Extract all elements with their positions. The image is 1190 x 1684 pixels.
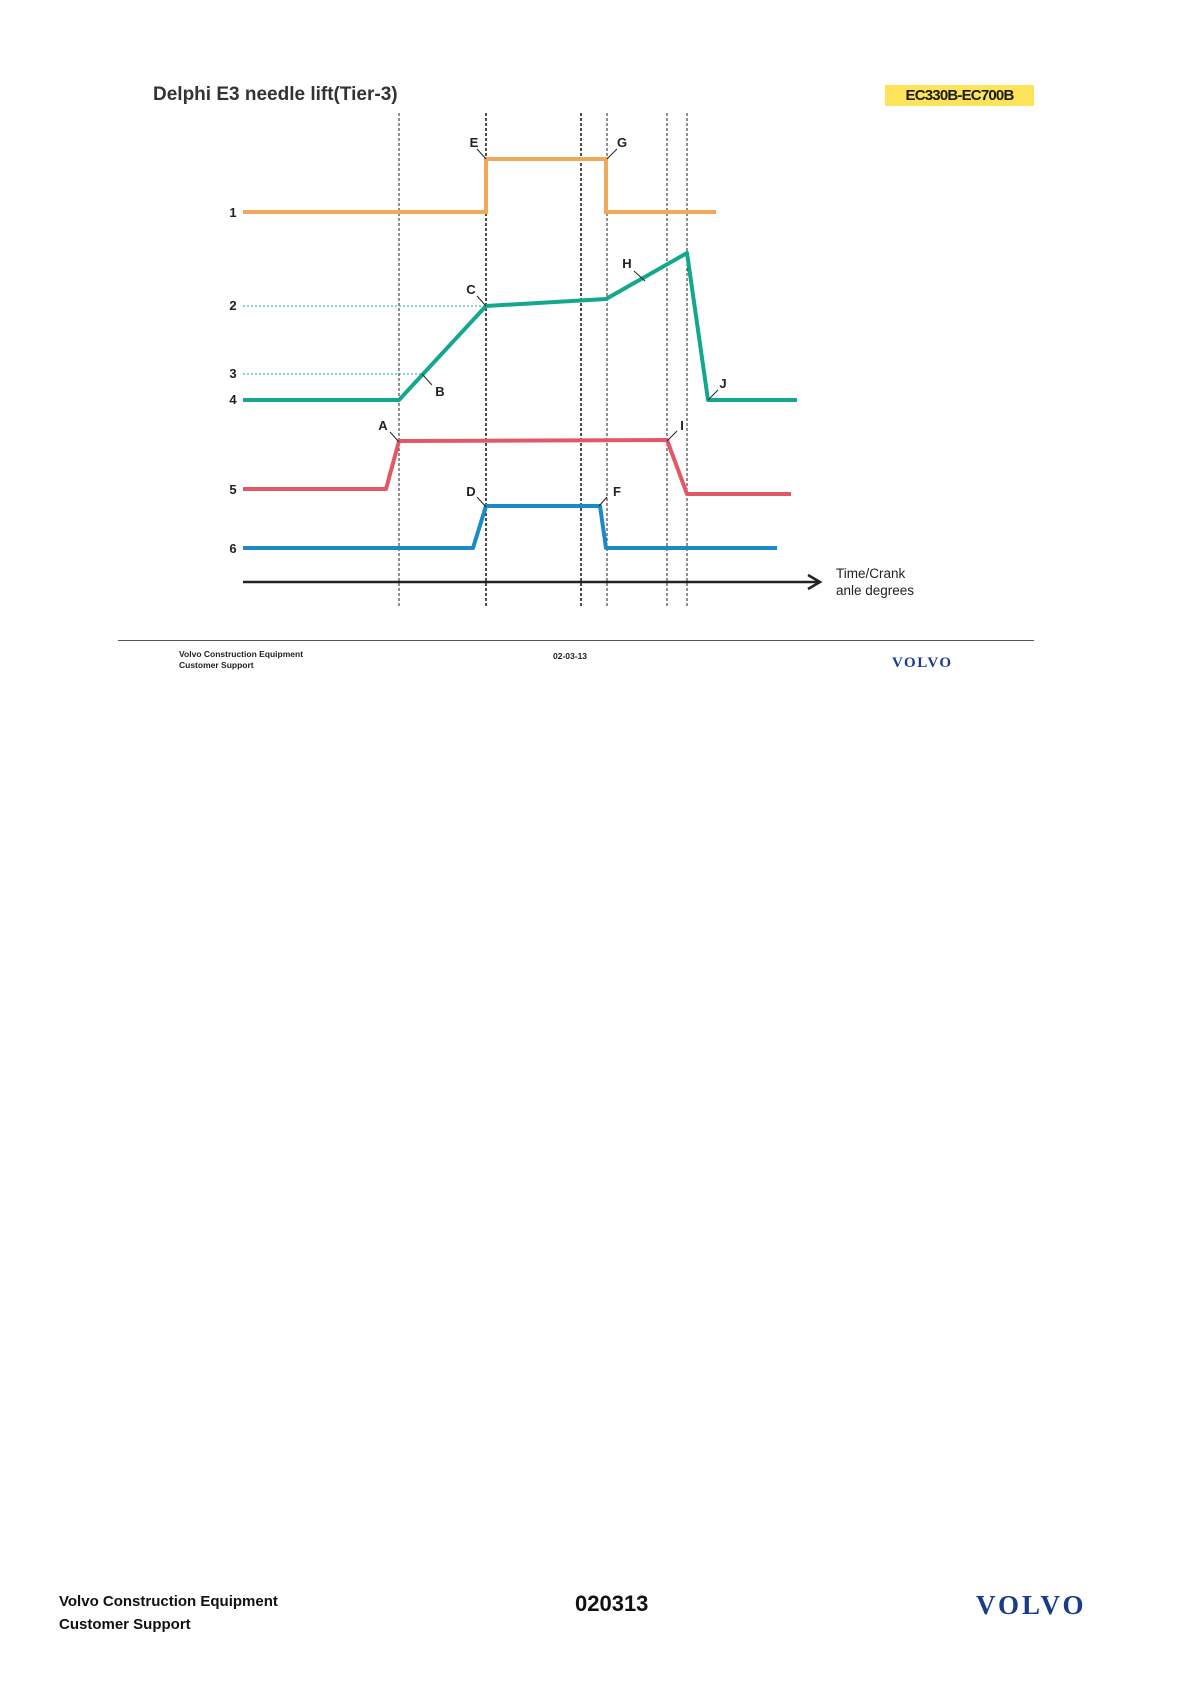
leader-d bbox=[477, 497, 486, 507]
row-label-4: 4 bbox=[229, 392, 237, 407]
leader-e bbox=[477, 149, 486, 159]
slide-footer-date: 02-03-13 bbox=[553, 651, 588, 661]
point-label-e: E bbox=[469, 135, 479, 150]
slide bbox=[0, 0, 1190, 700]
point-label-g: G bbox=[616, 135, 628, 150]
leader-i bbox=[667, 431, 677, 441]
leader-lines bbox=[390, 149, 718, 507]
page-footer-company-line2: Customer Support bbox=[59, 1616, 191, 1633]
leader-a bbox=[390, 432, 399, 442]
point-label-i: I bbox=[680, 418, 684, 433]
trace-needle-lift bbox=[243, 253, 797, 400]
slide-footer-company-line2: Customer Support bbox=[179, 660, 254, 670]
leader-b bbox=[422, 374, 432, 385]
trace-5 bbox=[243, 440, 791, 494]
leader-c bbox=[477, 296, 486, 306]
row-label-5: 5 bbox=[229, 482, 237, 497]
slide-footer-company bbox=[179, 649, 303, 671]
level-guides bbox=[243, 306, 484, 374]
point-label-h: H bbox=[622, 256, 632, 271]
model-badge-text: EC330B-EC700B bbox=[905, 87, 1014, 104]
point-label-j: J bbox=[719, 376, 727, 391]
point-label-c: C bbox=[466, 282, 476, 297]
page-footer-volvo-logo: VOLVO bbox=[976, 1590, 1087, 1620]
slide-footer-rule bbox=[118, 640, 1034, 641]
row-label-2: 2 bbox=[229, 298, 237, 313]
row-label-1: 1 bbox=[229, 205, 237, 220]
row-labels bbox=[229, 205, 237, 556]
slide-footer-volvo-logo: VOLVO bbox=[892, 655, 953, 671]
page-footer-company bbox=[59, 1590, 278, 1636]
leader-g bbox=[607, 149, 617, 159]
point-label-f: F bbox=[613, 484, 621, 499]
trace-1 bbox=[243, 159, 716, 212]
row-label-6: 6 bbox=[229, 541, 237, 556]
point-label-b: B bbox=[435, 384, 445, 399]
point-label-a: A bbox=[378, 418, 388, 433]
page-number: 020313 bbox=[575, 1591, 649, 1616]
leader-f bbox=[599, 497, 607, 506]
page-footer-company-line1: Volvo Construction Equipment bbox=[59, 1593, 278, 1610]
point-label-d: D bbox=[466, 484, 476, 499]
row-label-3: 3 bbox=[229, 366, 237, 381]
point-labels bbox=[378, 135, 726, 499]
slide-title: Delphi E3 needle lift(Tier-3) bbox=[153, 84, 398, 105]
time-axis-label-2: anle degrees bbox=[836, 583, 915, 598]
time-axis-label-1: Time/Crank bbox=[836, 566, 906, 581]
slide-footer-company-line1: Volvo Construction Equipment bbox=[179, 649, 304, 659]
trace-6 bbox=[243, 506, 777, 548]
reference-lines bbox=[399, 113, 687, 608]
needle-lift-diagram bbox=[0, 0, 1190, 640]
